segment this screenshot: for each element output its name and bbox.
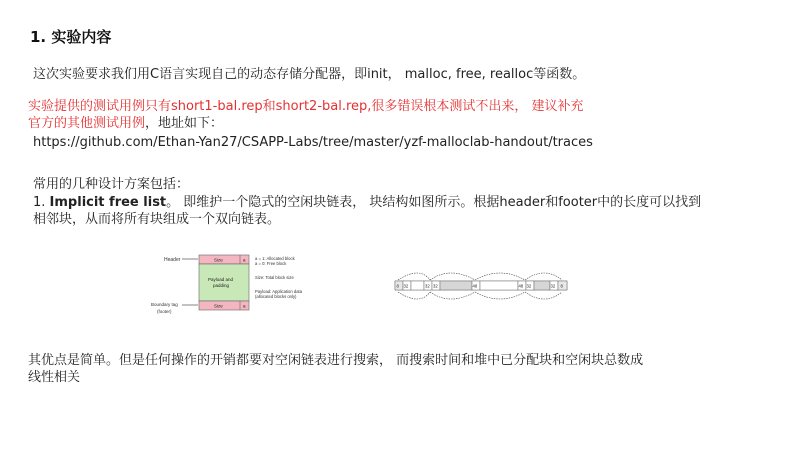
intro-paragraph: 这次实验要求我们用C语言实现自己的动态存储分配器，即init， malloc, free, realloc等函数。 [33,67,586,82]
legend-payload: Payload: Application data [255,289,303,294]
size-label: 8 [560,283,563,289]
section-number: 1. [30,28,47,46]
heap-cell-allocated [534,281,550,290]
warning-line-2-black: ，地址如下： [145,116,224,131]
heap-cell [411,281,424,290]
boundary-tag-label: Boundary tag [151,302,178,307]
link-arrow [430,273,475,280]
header-cell [199,255,249,264]
conclusion-line-1: 其优点是简单。但是任何操作的开销都要对空闲链表进行搜索， 而搜索时间和堆中已分配块和空闲块总数成 [28,353,644,368]
size-label: 8 [396,283,399,289]
size-label: 32 [425,283,430,289]
footer-cell [199,301,249,310]
scheme-1-description: 。 即维护一个隐式的空闲块链表， 块结构如图所示。根据header和footer中的长度可以找到 [166,195,702,210]
conclusion-line-2: 线性相关 [28,370,81,385]
payload-label-2: padding [213,283,230,288]
warning-line-2 [28,115,223,132]
link-arrow [525,273,562,280]
size-label: 32 [526,283,532,289]
footer-size-label: Size [214,303,223,309]
link-arrow [398,273,430,280]
header-a-label: a [243,257,246,263]
size-label: 32 [433,283,438,289]
legend-free: a = 0: Free block [255,261,287,266]
size-label: 32 [550,283,556,289]
payload-label-1: Payload and [208,277,234,282]
legend-size: Size: Total block size [255,275,294,280]
link-arrow [475,292,525,299]
scheme-1-name: Implicit free list [49,195,167,210]
section-title-text: 实验内容 [51,28,112,46]
heap-cell-allocated [440,281,472,290]
size-label: 48 [472,283,478,289]
link-arrow [525,292,562,299]
legend-payload-note: (allocated blocks only) [255,294,297,299]
boundary-tag-footer-label: (footer) [157,309,172,314]
footer-a-label: a [243,303,246,309]
section-title [30,26,111,47]
scheme-1-line-2: 相邻块，从而将所有块组成一个双向链表。 [33,212,281,227]
header-size-label: Size [214,257,223,263]
link-arrow [430,292,475,299]
link-arrow [475,273,525,280]
size-label: 48 [518,283,524,289]
size-label: 32 [403,283,409,289]
warning-line-1: 实验提供的测试用例只有short1-bal.rep和short2-bal.rep,很多错误根本测试不出来， 建议补充 [28,99,584,114]
scheme-1-number: 1. [33,195,50,210]
traces-url-link[interactable]: https://github.com/Ethan-Yan27/CSAPP-Labs/tree/master/yzf-malloclab-handout/traces [33,135,593,150]
legend-allocated: a = 1: Allocated block [255,256,295,261]
schemes-heading: 常用的几种设计方案包括： [33,177,190,192]
scheme-1-line-1 [33,194,701,211]
header-label: Header [164,257,181,263]
block-structure-figure [140,246,340,318]
implicit-list-figure [390,266,570,314]
warning-line-2-red: 官方的其他测试用例 [28,116,146,131]
heap-cell [480,281,518,290]
link-arrow [398,292,430,299]
